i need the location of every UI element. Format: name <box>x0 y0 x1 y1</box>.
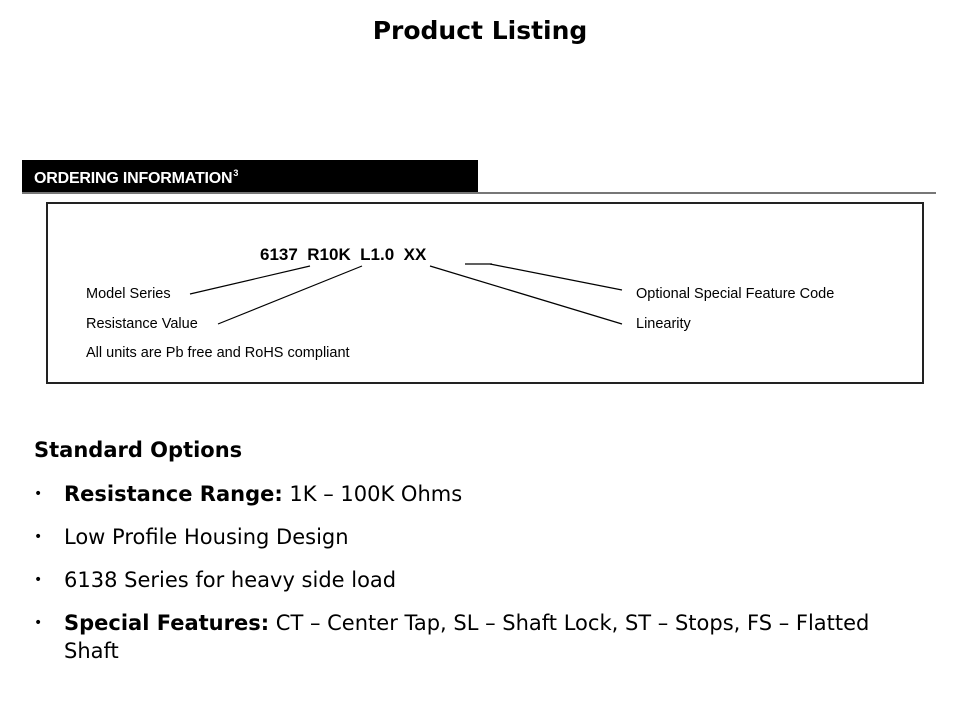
list-item: • Low Profile Housing Design <box>34 525 349 549</box>
list-item: • Special Features: CT – Center Tap, SL – Shaft Lock, ST – Stops, FS – Flatted Shaft <box>34 611 870 663</box>
leader-special-feature <box>490 264 622 290</box>
label-linearity: Linearity <box>636 316 691 332</box>
bullet: • <box>34 529 43 545</box>
leader-model-series <box>190 266 310 294</box>
page-title: Product Listing <box>372 16 588 45</box>
leader-resistance-value <box>218 266 362 324</box>
ordering-header-superscript: 3 <box>233 168 239 178</box>
bullet: • <box>34 486 43 502</box>
list-item: • 6138 Series for heavy side load <box>34 568 397 592</box>
label-resistance-value: Resistance Value <box>86 316 198 332</box>
list-item: • Resistance Range: 1K – 100K Ohms <box>34 482 463 506</box>
part-number-code: 6137 R10K L1.0 XX <box>260 245 427 264</box>
label-special-feature-code: Optional Special Feature Code <box>636 286 835 302</box>
label-model-series: Model Series <box>86 286 171 302</box>
label-rohs-note: All units are Pb free and RoHS compliant <box>86 345 350 361</box>
bullet: • <box>34 615 43 631</box>
leader-linearity <box>430 266 622 324</box>
standard-options-title: Standard Options <box>34 438 243 462</box>
bullet: • <box>34 572 43 588</box>
standard-options-list <box>34 480 914 680</box>
ordering-header-title: ORDERING INFORMATION$^3$ <box>34 168 239 187</box>
